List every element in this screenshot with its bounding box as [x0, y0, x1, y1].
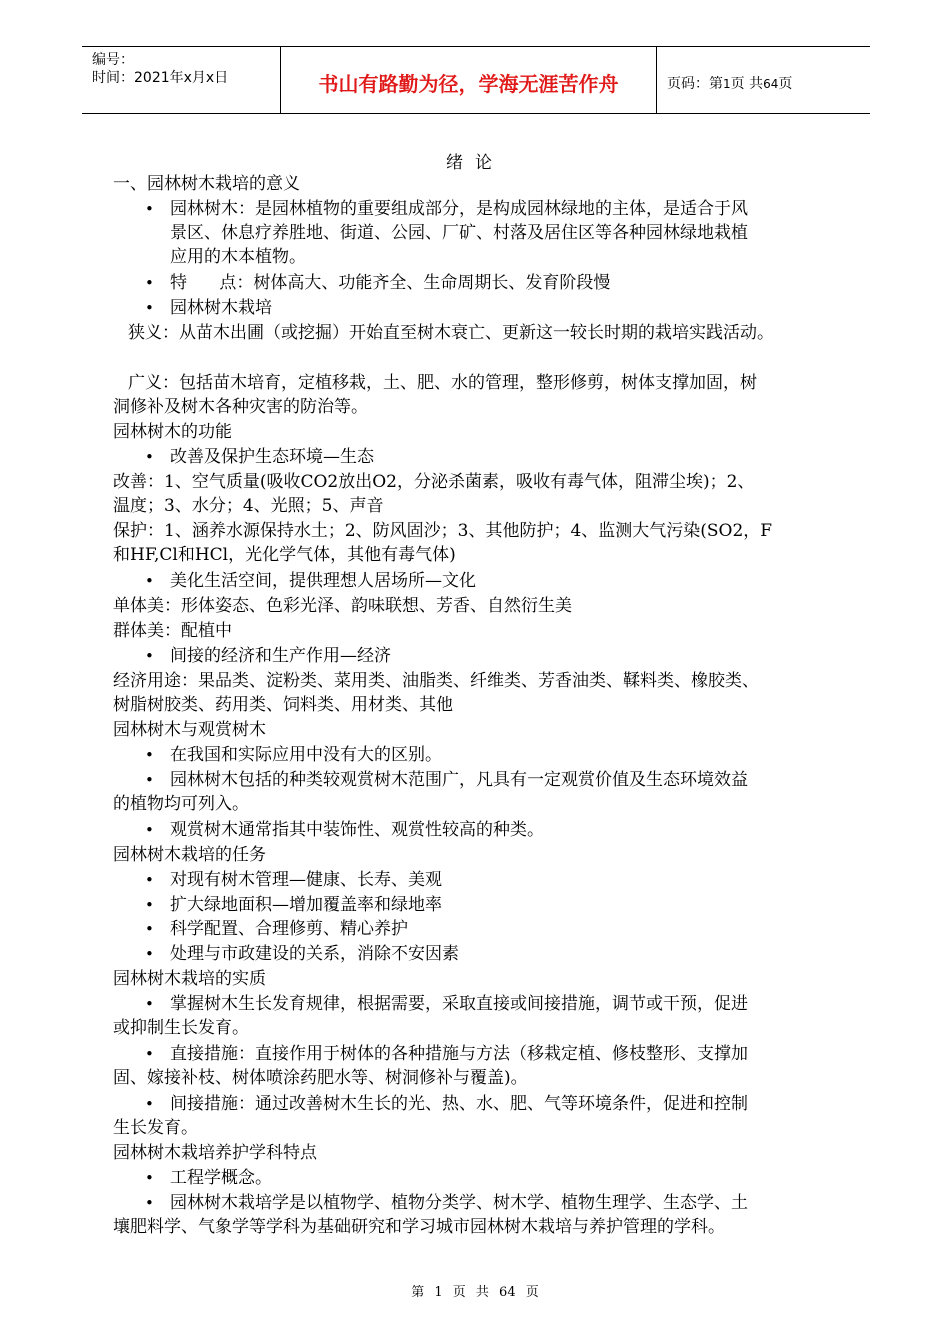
- text-line: 直接措施：直接作用于树体的各种措施与方法（移栽定植、修枝整形、支撑加: [170, 1044, 748, 1064]
- bullet-glyph: •: [145, 1045, 154, 1063]
- text-line: 保护：1、涵养水源保持水土；2、防风固沙；3、其他防护；4、监测大气污染(SO2，F: [113, 521, 773, 541]
- section-heading: 园林树木栽培养护学科特点: [113, 1143, 317, 1163]
- bullet-glyph: •: [145, 771, 154, 789]
- section-heading: 园林树木的功能: [113, 422, 232, 442]
- text-line: 或抑制生长发育。: [113, 1018, 249, 1038]
- page-code-current: 1: [723, 77, 731, 91]
- text-line: 树脂树胶类、药用类、饲料类、用材类、其他: [113, 695, 453, 715]
- text-line: 单体美：形体姿态、色彩光泽、韵味联想、芳香、自然衍生美: [113, 596, 572, 616]
- header-page-cell: [657, 47, 870, 113]
- bullet-glyph: •: [145, 945, 154, 963]
- page-code-mid: 页 共: [730, 76, 764, 92]
- text-line: 的植物均可列入。: [113, 794, 249, 814]
- bullet-glyph: •: [145, 299, 154, 317]
- text-line: 园林树木：是园林植物的重要组成部分，是构成园林绿地的主体，是适合于风: [170, 199, 748, 219]
- document-date-label: 时间：2021年x月x日: [92, 70, 229, 86]
- section-heading: 园林树木与观赏树木: [113, 720, 266, 740]
- page-footer: 第 1 页 共 64 页: [411, 1285, 539, 1300]
- text-line: 观赏树木通常指其中装饰性、观赏性较高的种类。: [170, 820, 544, 840]
- text-line: 固、嫁接补枝、树体喷涂药肥水等、树洞修补与覆盖)。: [113, 1068, 528, 1088]
- text-line: 园林树木栽培学是以植物学、植物分类学、树木学、植物生理学、生态学、土: [170, 1193, 748, 1213]
- bullet-glyph: •: [145, 1169, 154, 1187]
- page-code-prefix: 页码：第: [667, 76, 723, 92]
- page-code-total: 64: [763, 77, 779, 91]
- page-header-table: [82, 46, 870, 114]
- text-line: 特 点：树体高大、功能齐全、生命周期长、发育阶段慢: [170, 273, 611, 293]
- text-line: 群体美：配植中: [113, 621, 232, 641]
- bullet-glyph: •: [145, 746, 154, 764]
- bullet-glyph: •: [145, 200, 154, 218]
- text-line: 在我国和实际应用中没有大的区别。: [170, 745, 442, 765]
- text-line: 科学配置、合理修剪、精心养护: [170, 919, 408, 939]
- text-line: 洞修补及树木各种灾害的防治等。: [113, 397, 368, 417]
- text-line: 美化生活空间，提供理想人居场所—文化: [170, 571, 476, 591]
- bullet-glyph: •: [145, 1194, 154, 1212]
- page-title: 绪论: [446, 153, 504, 173]
- text-line: 园林树木包括的种类较观赏树木范围广，凡具有一定观赏价值及生态环境效益: [170, 770, 748, 790]
- text-line: 生长发育。: [113, 1118, 198, 1138]
- text-line: 扩大绿地面积—增加覆盖率和绿地率: [170, 895, 442, 915]
- text-line: 工程学概念。: [170, 1168, 272, 1188]
- text-line: 经济用途：果品类、淀粉类、菜用类、油脂类、纤维类、芳香油类、鞣料类、橡胶类、: [113, 671, 759, 691]
- text-line: 处理与市政建设的关系，消除不安因素: [170, 944, 459, 964]
- bullet-glyph: •: [145, 274, 154, 292]
- text-line: 和HF,Cl和HCl，光化学气体，其他有毒气体): [113, 545, 456, 565]
- document-number-label: 编号：: [92, 52, 134, 68]
- bullet-glyph: •: [145, 920, 154, 938]
- header-info-cell: [82, 47, 281, 113]
- text-line: 间接的经济和生产作用—经济: [170, 646, 391, 666]
- bullet-glyph: •: [145, 821, 154, 839]
- section-heading: 园林树木栽培的任务: [113, 845, 266, 865]
- text-line: 温度；3、水分；4、光照；5、声音: [113, 496, 384, 516]
- text-line: 广义：包括苗木培育，定植移栽，土、肥、水的管理，整形修剪，树体支撑加固，树: [128, 373, 757, 393]
- text-line: 狭义：从苗木出圃（或挖掘）开始直至树木衰亡、更新这一较长时期的栽培实践活动。: [128, 323, 774, 343]
- header-page-code: [667, 73, 792, 93]
- bullet-glyph: •: [145, 647, 154, 665]
- text-line: 间接措施：通过改善树木生长的光、热、水、肥、气等环境条件，促进和控制: [170, 1094, 748, 1114]
- text-line: 园林树木栽培: [170, 298, 272, 318]
- text-line: 改善：1、空气质量(吸收CO2放出O2，分泌杀菌素，吸收有毒气体，阻滞尘埃)；2、: [113, 472, 755, 492]
- page-code-suffix: 页: [778, 76, 793, 92]
- bullet-glyph: •: [145, 1095, 154, 1113]
- header-slogan-cell: [281, 47, 657, 113]
- text-line: 应用的木本植物。: [170, 247, 306, 267]
- text-line: 景区、休息疗养胜地、街道、公园、厂矿、村落及居住区等各种园林绿地栽植: [170, 223, 748, 243]
- section-heading: 一、园林树木栽培的意义: [113, 174, 300, 194]
- header-slogan: 书山有路勤为径，学海无涯苦作舟: [318, 72, 619, 96]
- bullet-glyph: •: [145, 871, 154, 889]
- text-line: 掌握树木生长发育规律，根据需要，采取直接或间接措施，调节或干预，促进: [170, 994, 748, 1014]
- bullet-glyph: •: [145, 995, 154, 1013]
- text-line: 对现有树木管理—健康、长寿、美观: [170, 870, 442, 890]
- bullet-glyph: •: [145, 896, 154, 914]
- section-heading: 园林树木栽培的实质: [113, 969, 266, 989]
- bullet-glyph: •: [145, 448, 154, 466]
- text-line: 改善及保护生态环境—生态: [170, 447, 374, 467]
- text-line: 壤肥料学、气象学等学科为基础研究和学习城市园林树木栽培与养护管理的学科。: [113, 1217, 725, 1237]
- bullet-glyph: •: [145, 572, 154, 590]
